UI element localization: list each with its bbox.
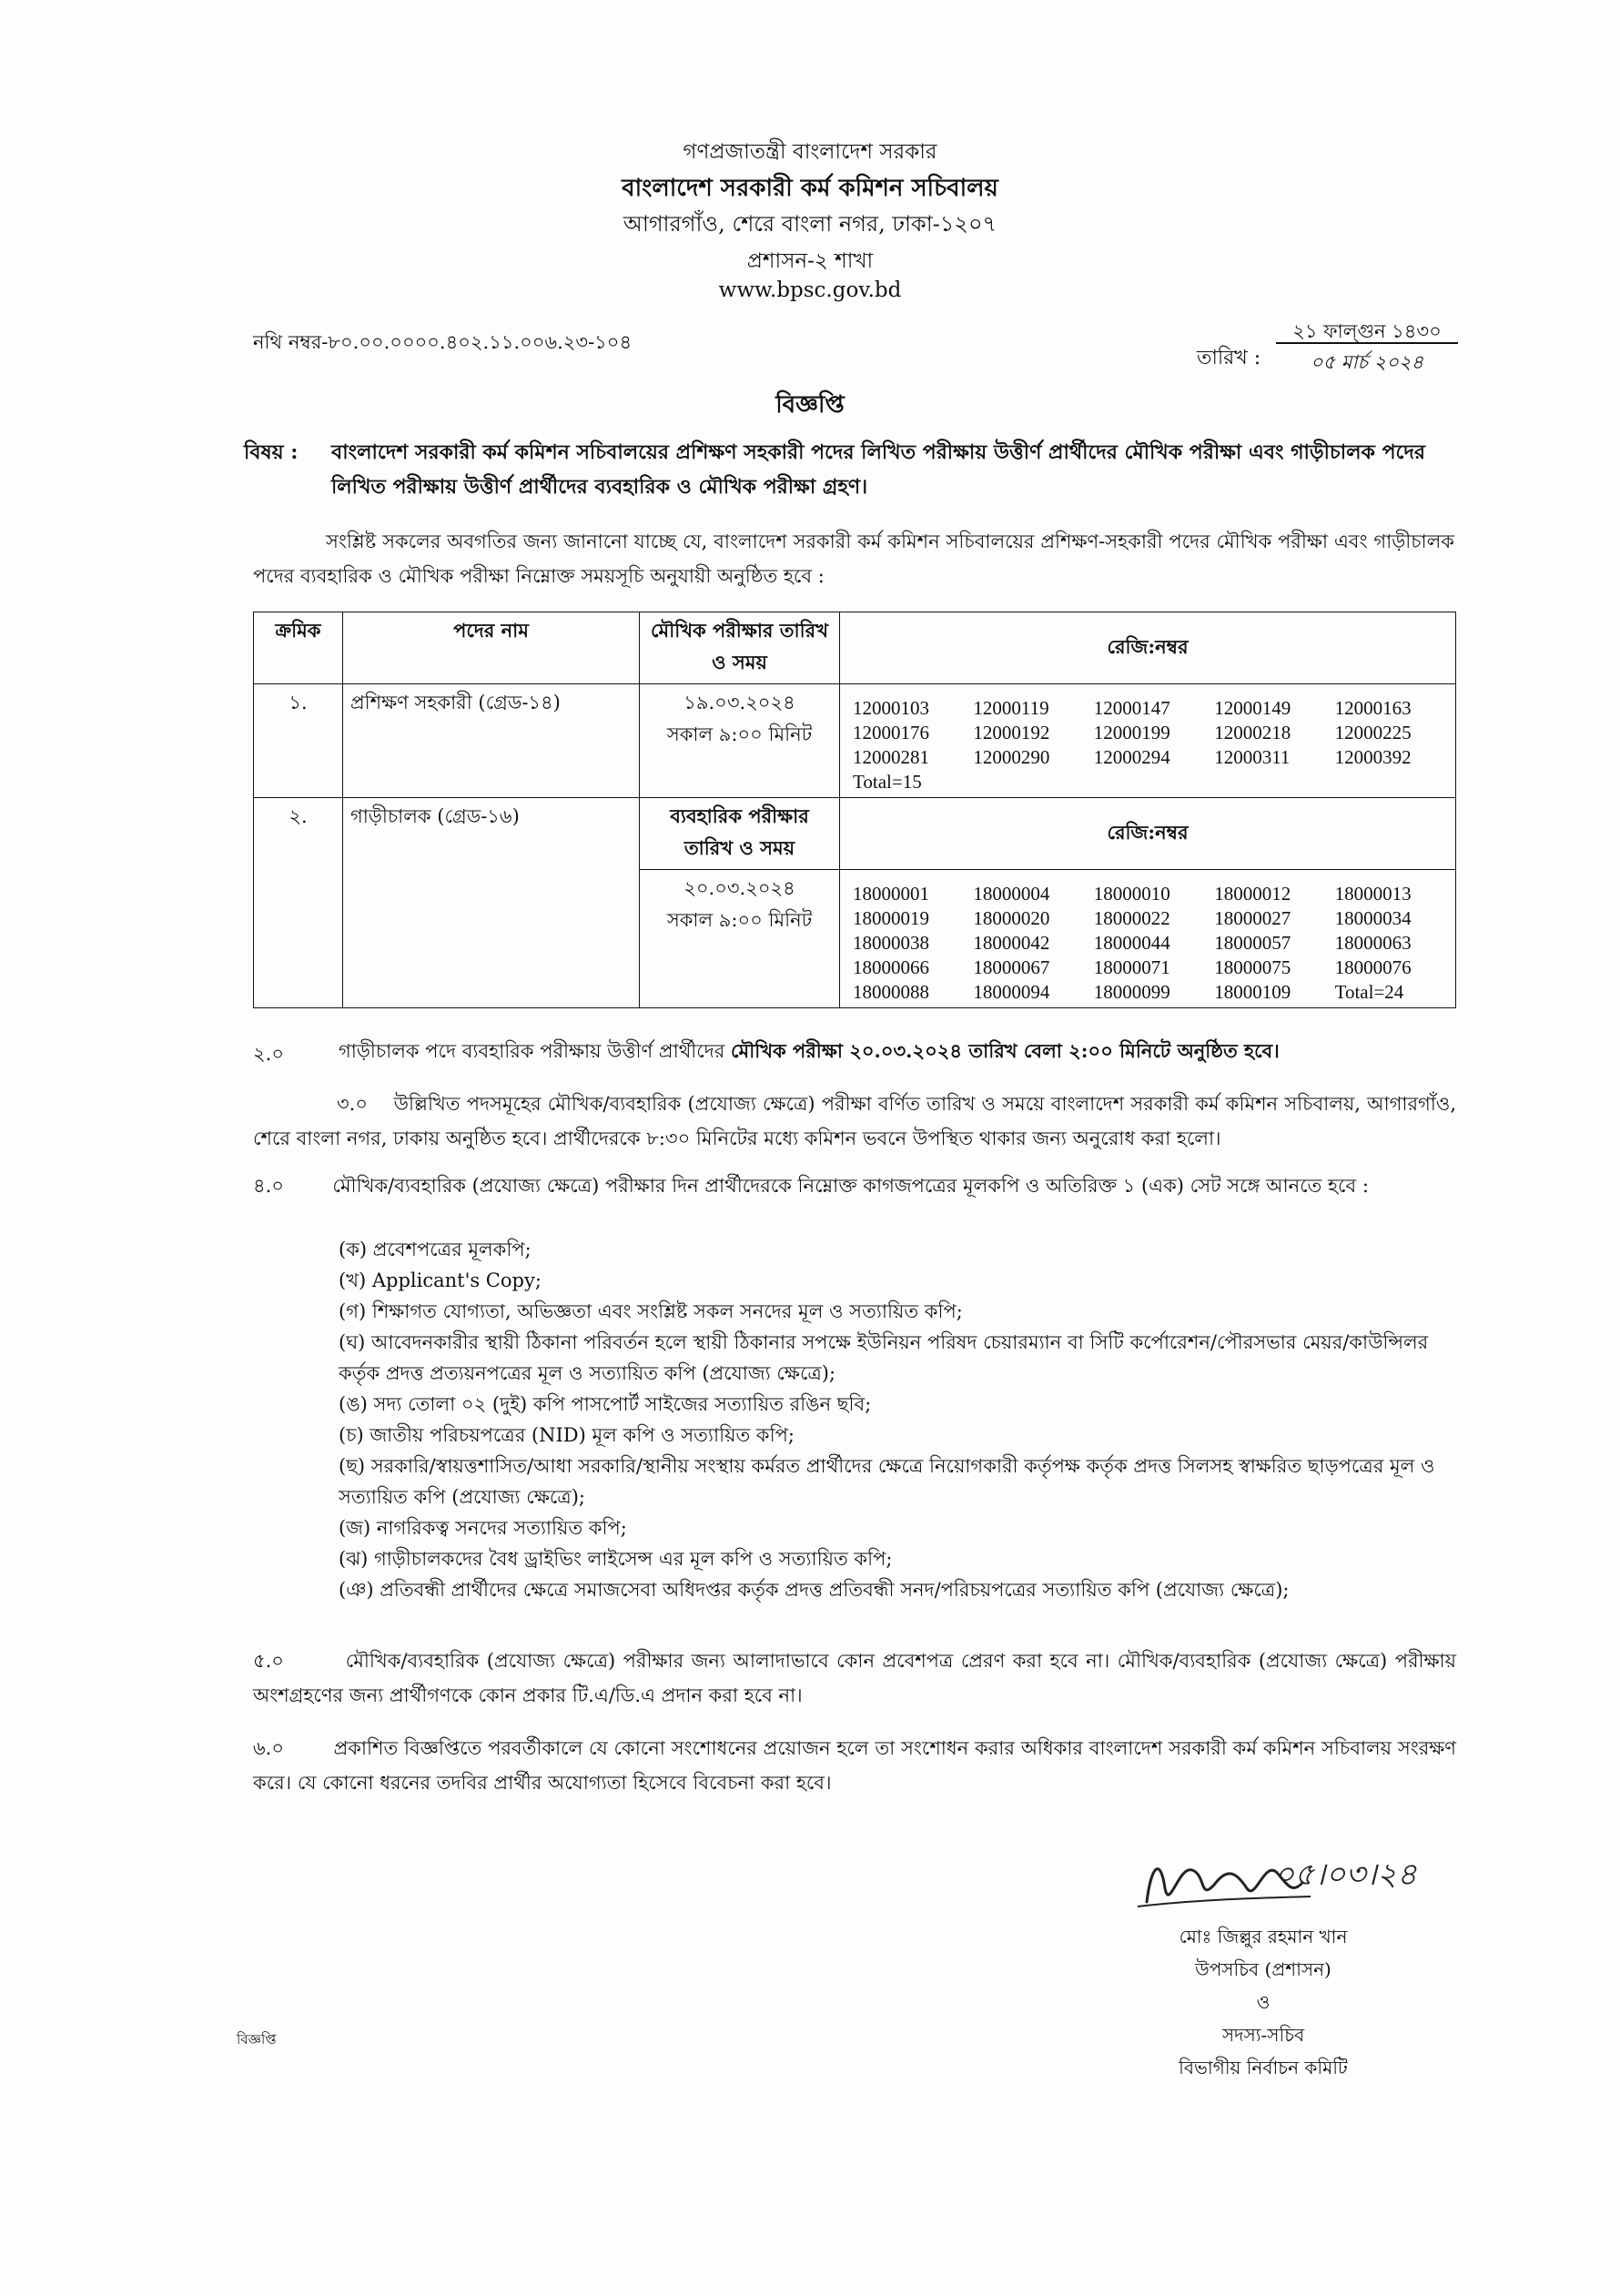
reg-number: 18000044 [1093, 932, 1170, 954]
reg-total: Total=24 [1334, 981, 1404, 1003]
subject [244, 435, 1454, 504]
signatory-designation: উপসচিব (প্রশাসন) [1195, 1958, 1331, 1980]
footer-label: বিজ্ঞপ্তি [237, 2031, 277, 2048]
reg-number: 12000163 [1334, 697, 1412, 719]
reg-number: 12000294 [1093, 746, 1170, 768]
p6-body: প্রকাশিত বিজ্ঞপ্তিতে পরবর্তীকালে যে কোনো সংশোধনের প্রয়োজন হলে তা সংশোধন করার অধিকার বাংলাদেশ সরকারী কর্ম কমিশন সচিবালয় সংরক্ষণ করে। যে কোনো ধরনের তদবির প্রার্থীর অযোগ্যতা হিসেবে বিবেচনা করা হবে। [253, 1737, 1456, 1794]
reg-number: 12000281 [853, 746, 929, 768]
reg-number: 18000071 [1093, 956, 1170, 978]
reg-number: 12000392 [1334, 746, 1412, 768]
reg-number: 12000290 [973, 746, 1050, 768]
p2-text-a: গাড়ীচালক পদে ব্যবহারিক পরীক্ষায় উত্তীর্ণ প্রার্থীদের [339, 1040, 725, 1062]
row1-serial: ১. [254, 684, 343, 798]
branch-name: প্রশাসন-২ শাখা [746, 249, 874, 273]
schedule-table [253, 612, 1456, 1008]
p3-body: উল্লিখিত পদসমূহের মৌখিক/ব্যবহারিক (প্রযোজ্য ক্ষেত্রে) পরীক্ষা বর্ণিত তারিখ ও সময়ে বাংলাদেশ সরকারী কর্ম কমিশন সচিবালয়, আগারগাঁও, শেরে বাংলা নগর, ঢাকায় অনুষ্ঠিত হবে। প্রার্থীদেরকে ৮:৩০ মিনিটের মধ্যে কমিশন ভবনে উপস্থিত থাকার জন্য অনুরোধ করা হলো। [253, 1093, 1456, 1149]
header-reg-2: রেজি:নম্বর [840, 798, 1456, 870]
reg-number: 18000013 [1334, 883, 1412, 905]
row1-time: সকাল ৯:০০ মিনিট [666, 723, 813, 745]
signatory-role2: বিভাগীয় নির্বাচন কমিটি [1179, 2057, 1348, 2079]
reg-number: 18000022 [1093, 907, 1170, 929]
reg-number: 12000225 [1334, 722, 1412, 743]
row2-date: ২০.০৩.২০২৪ [683, 877, 795, 899]
row2-serial: ২. [254, 798, 343, 1008]
p4-number: ৪.০ [253, 1175, 284, 1197]
reg-number: 18000063 [1334, 932, 1412, 954]
subject-text: বাংলাদেশ সরকারী কর্ম কমিশন সচিবালয়ের প্রশিক্ষণ সহকারী পদের লিখিত পরীক্ষায় উত্তীর্ণ প্রার্থীদের মৌখিক পরীক্ষা এবং গাড়ীচালক পদের লিখিত পরীক্ষায় উত্তীর্ণ প্রার্থীদের ব্যবহারিক ও মৌখিক পরীক্ষা গ্রহণ। [331, 440, 1426, 499]
list-item: (ঙ) সদ্য তোলা ০২ (দুই) কপি পাসপোর্ট সাইজের সত্যায়িত রঙিন ছবি; [339, 1393, 872, 1415]
office-title: বাংলাদেশ সরকারী কর্ম কমিশন সচিবালয় [622, 175, 998, 202]
reg-number: 18000075 [1214, 956, 1291, 978]
reg-total: Total=15 [853, 771, 922, 793]
p5-text [253, 1644, 1456, 1713]
p2-text-b: মৌখিক পরীক্ষা ২০.০৩.২০২৪ তারিখ বেলা ২:০০ মিনিটে অনুষ্ঠিত হবে। [731, 1039, 1280, 1062]
p5-body: মৌখিক/ব্যবহারিক (প্রযোজ্য ক্ষেত্রে) পরীক্ষার জন্য আলাদাভাবে কোন প্রবেশপত্র প্রেরণ করা হবে না। মৌখিক/ব্যবহারিক (প্রযোজ্য ক্ষেত্রে) পরীক্ষায় অংশগ্রহণের জন্য প্রার্থীগণকে কোন প্রকার টি.এ/ডি.এ প্রদান করা হবে না। [253, 1650, 1457, 1706]
p2-text [339, 1034, 1458, 1068]
date-english: ০৫ মার্চ ২০২৪ [1310, 351, 1424, 373]
reg-number: 18000004 [973, 883, 1050, 905]
memo-number: নথি নম্বর-৮০.০০.০০০০.৪০২.১১.০০৬.২৩-১০৪ [253, 331, 633, 353]
reg-number: 18000066 [853, 956, 929, 978]
reg-number: 12000311 [1214, 746, 1291, 768]
office-address: আগারগাঁও, শেরে বাংলা নগর, ঢাকা-১২০৭ [623, 211, 997, 237]
header-post: পদের নাম [343, 612, 640, 684]
signatory-and: ও [1256, 1991, 1271, 2013]
list-item: (জ) নাগরিকত্ব সনদের সত্যায়িত কপি; [339, 1517, 627, 1539]
list-item: (ক) প্রবেশপত্রের মূলকপি; [339, 1239, 532, 1260]
row1-reg-list [847, 684, 1448, 794]
list-item: (চ) জাতীয় পরিচয়পত্রের (NID) মূল কপি ও সত্যায়িত কপি; [339, 1424, 795, 1446]
p6-text [253, 1731, 1456, 1800]
header-practical: ব্যবহারিক পরীক্ষার তারিখ ও সময় [640, 798, 840, 870]
list-item: (ঘ) আবেদনকারীর স্থায়ী ঠিকানা পরিবর্তন হলে স্থায়ী ঠিকানার সপক্ষে ইউনিয়ন পরিষদ চেয়ারম্যান বা সিটি কর্পোরেশন/পৌরসভার মেয়র/কাউন্সিলর কর্তৃক প্রদত্ত প্রত্যয়নপত্রের মূল ও সত্যায়িত কপি (প্রযোজ্য ক্ষেত্রে); [339, 1331, 1429, 1384]
reg-number: 12000199 [1093, 722, 1170, 743]
required-documents-list [339, 1234, 1458, 1605]
p4-text [253, 1168, 1456, 1203]
header-serial: ক্রমিক [254, 612, 343, 684]
list-item: (ঞ) প্রতিবন্ধী প্রার্থীদের ক্ষেত্রে সমাজসেবা অধিদপ্তর কর্তৃক প্রদত্ত প্রতিবন্ধী সনদ/পরিচয়পত্রের সত্যায়িত কপি (প্রযোজ্য ক্ষেত্রে); [339, 1579, 1290, 1601]
reg-number: 12000147 [1093, 697, 1170, 719]
govt-title: গণপ্রজাতন্ত্রী বাংলাদেশ সরকার [683, 140, 937, 164]
signatory-name: মোঃ জিল্লুর রহমান খান [1179, 1926, 1348, 1947]
row2-datetime [640, 870, 840, 1008]
row2-reg-list [847, 870, 1448, 1004]
list-item: (ছ) সরকারি/স্বায়ত্তশাসিত/আধা সরকারি/স্থানীয় সংস্থায় কর্মরত প্রার্থীদের ক্ষেত্রে নিয়োগকারী কর্তৃপক্ষ কর্তৃক প্রদত্ত সিলসহ স্বাক্ষরিত ছাড়পত্রের মূল ও সত্যায়িত কপি (প্রযোজ্য ক্ষেত্রে); [339, 1455, 1435, 1508]
reg-number: 12000192 [973, 722, 1050, 743]
header-reg: রেজি:নম্বর [840, 612, 1456, 684]
signatory-block [1127, 1920, 1400, 2084]
date-divider [1276, 342, 1458, 344]
date-bangla: ২১ ফাল্গুন ১৪৩০ [1292, 320, 1442, 342]
reg-number: 18000038 [853, 932, 929, 954]
p3-text [253, 1087, 1456, 1156]
reg-number: 18000109 [1214, 981, 1291, 1003]
list-item: (খ) Applicant's Copy; [339, 1269, 542, 1291]
reg-number: 18000019 [853, 907, 929, 929]
reg-number: 18000088 [853, 981, 929, 1003]
reg-number: 18000020 [973, 907, 1050, 929]
reg-number: 18000099 [1093, 981, 1170, 1003]
table-header-row [254, 612, 1456, 684]
signature-date: ০৫।০৩।২৪ [1274, 1856, 1417, 1893]
reg-number: 18000012 [1214, 883, 1291, 905]
row2-time: সকাল ৯:০০ মিনিট [666, 909, 813, 931]
p6-number: ৬.০ [253, 1737, 284, 1759]
reg-number: 12000218 [1214, 722, 1291, 743]
website: www.bpsc.gov.bd [718, 278, 902, 302]
date-label: তারিখ : [1197, 347, 1261, 369]
p5-number: ৫.০ [253, 1650, 284, 1672]
reg-number: 18000001 [853, 883, 929, 905]
intro-paragraph: সংশ্লিষ্ট সকলের অবগতির জন্য জানানো যাচ্ছে যে, বাংলাদেশ সরকারী কর্ম কমিশন সচিবালয়ের প্রশিক্ষণ-সহকারী পদের মৌখিক পরীক্ষা এবং গাড়ীচালক পদের ব্যবহারিক ও মৌখিক পরীক্ষা নিম্নোক্ত সময়সূচি অনুযায়ী অনুষ্ঠিত হবে : [253, 531, 1454, 587]
reg-number: 18000027 [1214, 907, 1291, 929]
reg-number: 18000042 [973, 932, 1050, 954]
reg-number: 18000094 [973, 981, 1050, 1003]
reg-number: 12000149 [1214, 697, 1291, 719]
reg-number: 12000119 [973, 697, 1049, 719]
reg-number: 18000057 [1214, 932, 1291, 954]
p4-body: মৌখিক/ব্যবহারিক (প্রযোজ্য ক্ষেত্রে) পরীক্ষার দিন প্রার্থীদেরকে নিম্নোক্ত কাগজপত্রের মূলকপি ও অতিরিক্ত ১ (এক) সেট সঙ্গে আনতে হবে : [332, 1175, 1369, 1197]
reg-number: 12000176 [853, 722, 929, 743]
list-item: (ঝ) গাড়ীচালকদের বৈধ ড্রাইভিং লাইসেন্স এর মূল কপি ও সত্যায়িত কপি; [339, 1548, 893, 1570]
row1-datetime [640, 684, 840, 798]
p2-number: ২.০ [253, 1043, 284, 1065]
row1-date: ১৯.০৩.২০২৪ [683, 692, 795, 713]
reg-number: 18000067 [973, 956, 1050, 978]
reg-number: 18000076 [1334, 956, 1412, 978]
notice-title: বিজ্ঞপ্তি [775, 391, 845, 419]
subject-label: বিষয় : [244, 440, 299, 464]
table-row [254, 684, 1456, 798]
header-viva: মৌখিক পরীক্ষার তারিখ ও সময় [640, 612, 840, 684]
p3-number: ৩.০ [337, 1093, 368, 1115]
reg-number: 12000103 [853, 697, 929, 719]
signatory-role1: সদস্য-সচিব [1221, 2024, 1305, 2046]
reg-number: 18000010 [1093, 883, 1170, 905]
list-item: (গ) শিক্ষাগত যোগ্যতা, অভিজ্ঞতা এবং সংশ্লিষ্ট সকল সনদের মূল ও সত্যায়িত কপি; [339, 1300, 963, 1322]
row1-post: প্রশিক্ষণ সহকারী (গ্রেড-১৪) [343, 684, 640, 798]
table-row [254, 798, 1456, 870]
row2-post: গাড়ীচালক (গ্রেড-১৬) [343, 798, 640, 1008]
reg-number: 18000034 [1334, 907, 1412, 929]
